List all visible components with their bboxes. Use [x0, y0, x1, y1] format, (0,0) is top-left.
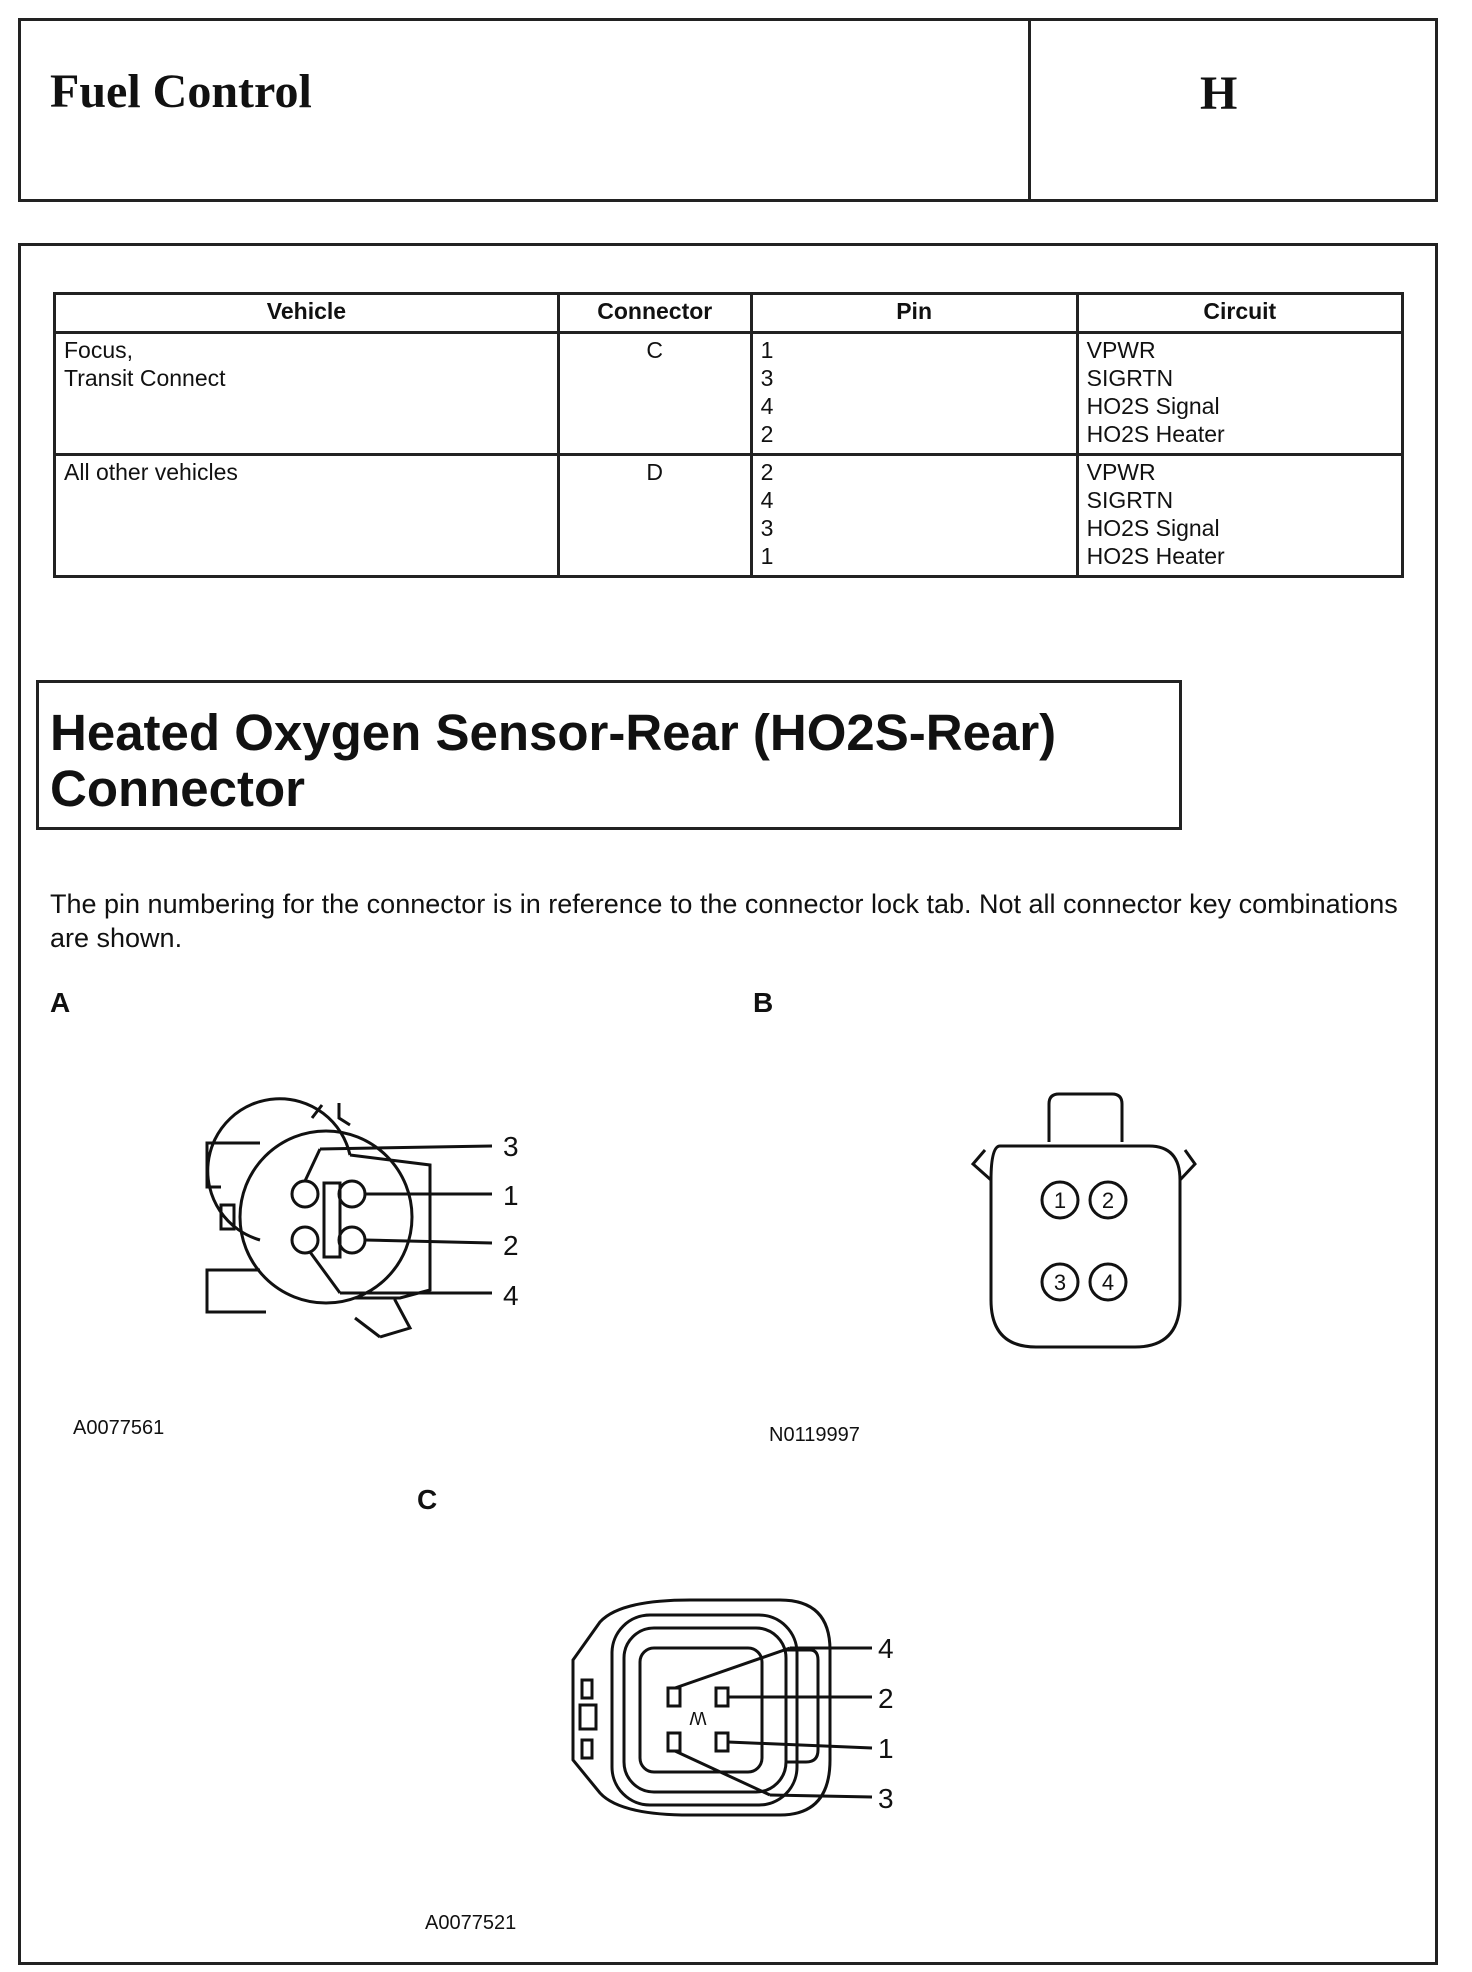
callout-c-2: 2: [878, 1683, 894, 1714]
figure-c-label: C: [417, 1484, 438, 1515]
callout-a-4: 4: [503, 1280, 519, 1311]
column-header-vehicle: Vehicle: [55, 294, 559, 333]
column-header-pin: Pin: [751, 294, 1077, 333]
figure-b-code: N0119997: [769, 1424, 860, 1446]
connector-c-diagram: [573, 1600, 872, 1815]
figure-a-code: A0077561: [73, 1417, 165, 1439]
pin-cell: 2 4 3 1: [751, 455, 1077, 577]
connector-cell: C: [558, 333, 751, 455]
page-title: Fuel Control: [50, 65, 312, 118]
column-header-circuit: Circuit: [1077, 294, 1402, 333]
key-mark-c: W: [689, 1708, 707, 1728]
figure-a-label: A: [50, 987, 71, 1018]
circuit-cell: VPWR SIGRTN HO2S Signal HO2S Heater: [1077, 333, 1402, 455]
pin-b-2: 2: [1101, 1188, 1115, 1213]
callout-c-1: 4: [878, 1633, 894, 1664]
callout-a-1: 3: [503, 1131, 519, 1162]
callout-a-2: 1: [503, 1180, 519, 1211]
callout-a-3: 2: [503, 1230, 519, 1261]
callout-c-3: 1: [878, 1733, 894, 1764]
section-letter: H: [1200, 67, 1238, 120]
description-paragraph: The pin numbering for the connector is in reference to the connector lock tab. Not all connector key combinations are shown.: [50, 889, 1398, 953]
pin-cell: 1 3 4 2: [751, 333, 1077, 455]
vehicle-cell: Focus, Transit Connect: [55, 333, 559, 455]
pin-b-4: 4: [1101, 1270, 1115, 1295]
connector-cell: D: [558, 455, 751, 577]
figure-c-code: A0077521: [425, 1912, 517, 1934]
column-header-connector: Connector: [558, 294, 751, 333]
connector-a-diagram: [207, 1099, 492, 1337]
pin-b-1: 1: [1053, 1188, 1067, 1213]
pin-b-3: 3: [1053, 1270, 1067, 1295]
vehicle-cell: All other vehicles: [55, 455, 559, 577]
figure-b-label: B: [753, 987, 774, 1018]
connector-b-diagram: [973, 1094, 1195, 1347]
circuit-cell: VPWR SIGRTN HO2S Signal HO2S Heater: [1077, 455, 1402, 577]
callout-c-4: 3: [878, 1783, 894, 1814]
section-title: Heated Oxygen Sensor-Rear (HO2S-Rear) Connector: [50, 704, 1057, 817]
